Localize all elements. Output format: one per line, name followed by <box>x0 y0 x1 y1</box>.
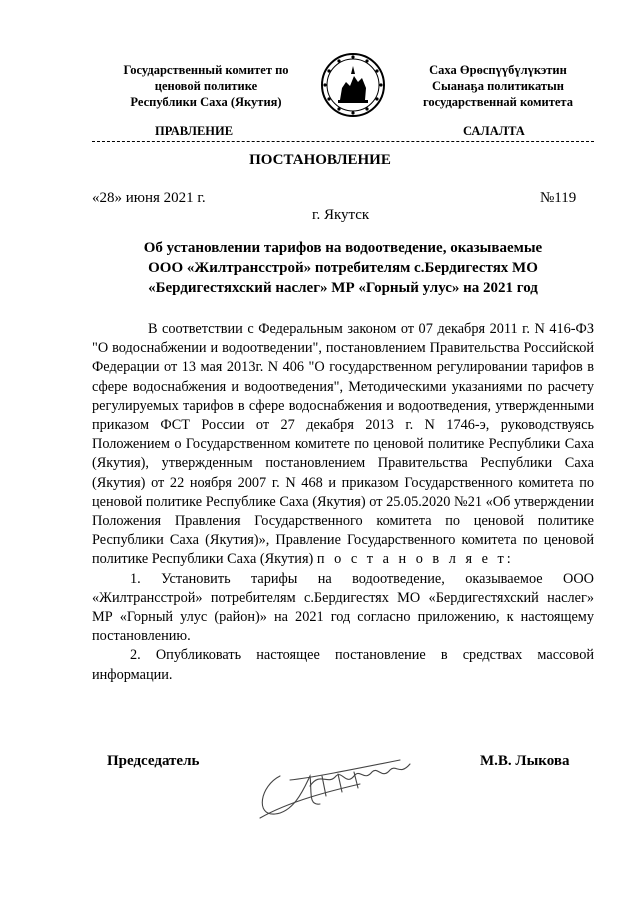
signatory-role: Председатель <box>107 753 200 769</box>
header-divider <box>92 141 594 142</box>
header-left-org <box>92 62 320 110</box>
handwritten-signature <box>250 746 420 826</box>
preamble-paragraph <box>92 320 594 570</box>
header-left-line-1: Государственный комитет по <box>123 63 289 77</box>
header-right-line-1: Саха Өрөспүүбүлүкэтин <box>429 63 567 77</box>
subject-line-1: Об установлении тарифов на водоотведение, оказываемые <box>143 240 543 256</box>
header-right-line-2: Сыанаҕа политикатын <box>432 79 564 93</box>
signatory-name: М.В. Лыкова <box>480 753 570 769</box>
header-left-line-3: Республики Саха (Якутия) <box>130 95 282 109</box>
subject-line-3: «Бердигестяхский наслег» МР «Горный улус» на 2021 год <box>148 280 538 296</box>
preamble-text: В соответствии с Федеральным законом от 07 декабря 2011 г. N 416-ФЗ "О водоснабжении и водоотведении", постановлением Правительства Российской Федерации от 13 мая 2013г. N 406 "О государственном регулировании тарифов в сфере водоснабжения и водоотведения", Методическими указаниями по расчету регулируемых тарифов в сфере водоснабжения и водоотведения, утвержденными приказом ФСТ России от 27 декабря 2013 г. N 1746-э, руководствуясь Положением о Государственном комитете по ценовой политике Республики Саха (Якутия), утвержденным постановлением Правительства Республики Саха (Якутия) от 22 ноября 2007 г. N 468 и приказом Государственного комитета по ценовой политике Республике Саха (Якутия) от 25.05.2020 №21 «Об утверждении Положения Правления Государственного комитета по ценовой политике Республики Саха (Якутия)», Правление Государственного комитета по ценовой политике Республики Саха (Якутия) <box>92 321 594 568</box>
header-left-dept: ПРАВЛЕНИЕ <box>155 124 234 138</box>
header-left-line-2: ценовой политике <box>154 79 258 93</box>
header-right-line-3: государственнай комитета <box>423 95 573 109</box>
document-number: №119 <box>540 190 577 206</box>
document-body <box>92 320 594 685</box>
subject-line-2: ООО «Жилтрансстрой» потребителям с.Бердигестях МО <box>148 260 538 276</box>
header-right-dept: САЛАЛТА <box>463 124 525 138</box>
item-1: 1. Установить тарифы на водоотведение, оказываемое ООО «Жилтрансстрой» потребителям с.Бердигестях МО «Бердигестяхский наслег» МР «Горный улус (район)» на 2021 год согласно приложению, к настоящему постановлению. <box>92 570 594 645</box>
header-right-org <box>400 62 596 110</box>
resolves-text: п о с т а н о в л я е т: <box>316 551 514 568</box>
document-city: г. Якутск <box>312 207 370 223</box>
document-title: ПОСТАНОВЛЕНИЕ <box>249 152 391 168</box>
document-date: «28» июня 2021 г. <box>92 190 206 206</box>
item-2: 2. Опубликовать настоящее постановление в средствах массовой информации. <box>92 647 594 683</box>
document-subject <box>92 238 594 298</box>
coat-of-arms-icon <box>320 52 386 118</box>
